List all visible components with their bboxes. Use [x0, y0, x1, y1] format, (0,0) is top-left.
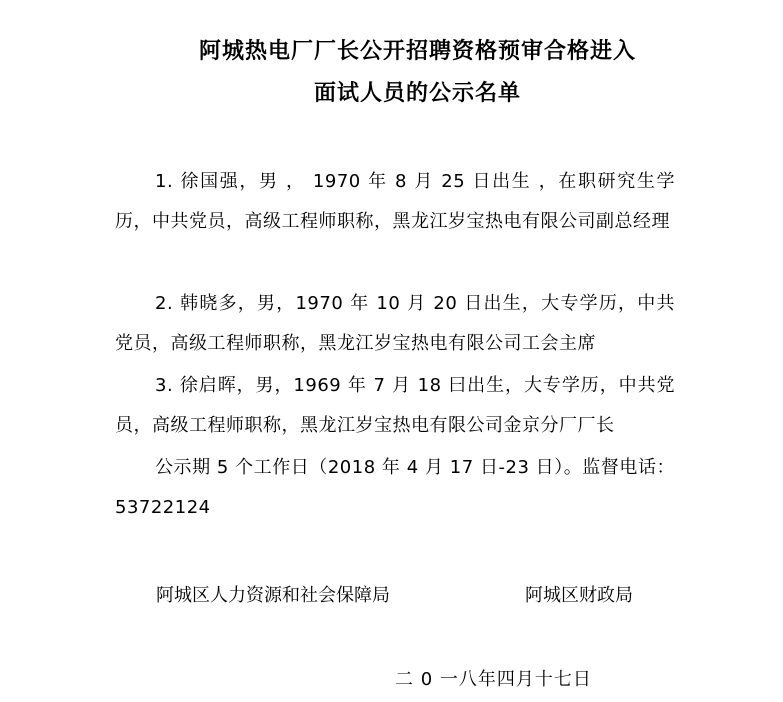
document-title-line2: 面试人员的公示名单: [313, 81, 521, 106]
document-title-line1: 阿城热电厂厂长公开招聘资格预审合格进入: [198, 39, 636, 64]
signature-hr-bureau: 阿城区人力资源和社会保障局: [156, 585, 390, 606]
publicity-period-paragraph: 公示期 5 个工作日（2018 年 4 月 17 日-23 日）。监督电话：53722124: [115, 457, 675, 518]
candidate-paragraph-3: 3. 徐启晖，男，1969 年 7 月 18 曰出生，大专学历，中共党员，高级工程师职称，黑龙江岁宝热电有限公司金京分厂厂长: [115, 375, 675, 436]
document-date: 二 0 一八年四月十七日: [395, 669, 592, 690]
signature-finance-bureau: 阿城区财政局: [525, 585, 633, 606]
candidate-paragraph-1: 1. 徐国强，男 ， 1970 年 8 月 25 日出生 ，在职研究生学历，中共党员，高级工程师职称，黑龙江岁宝热电有限公司副总经理: [115, 171, 675, 232]
candidate-paragraph-2: 2. 韩晓多，男，1970 年 10 月 20 日出生，大专学历，中共党员，高级工程师职称，黑龙江岁宝热电有限公司工会主席: [115, 293, 675, 354]
